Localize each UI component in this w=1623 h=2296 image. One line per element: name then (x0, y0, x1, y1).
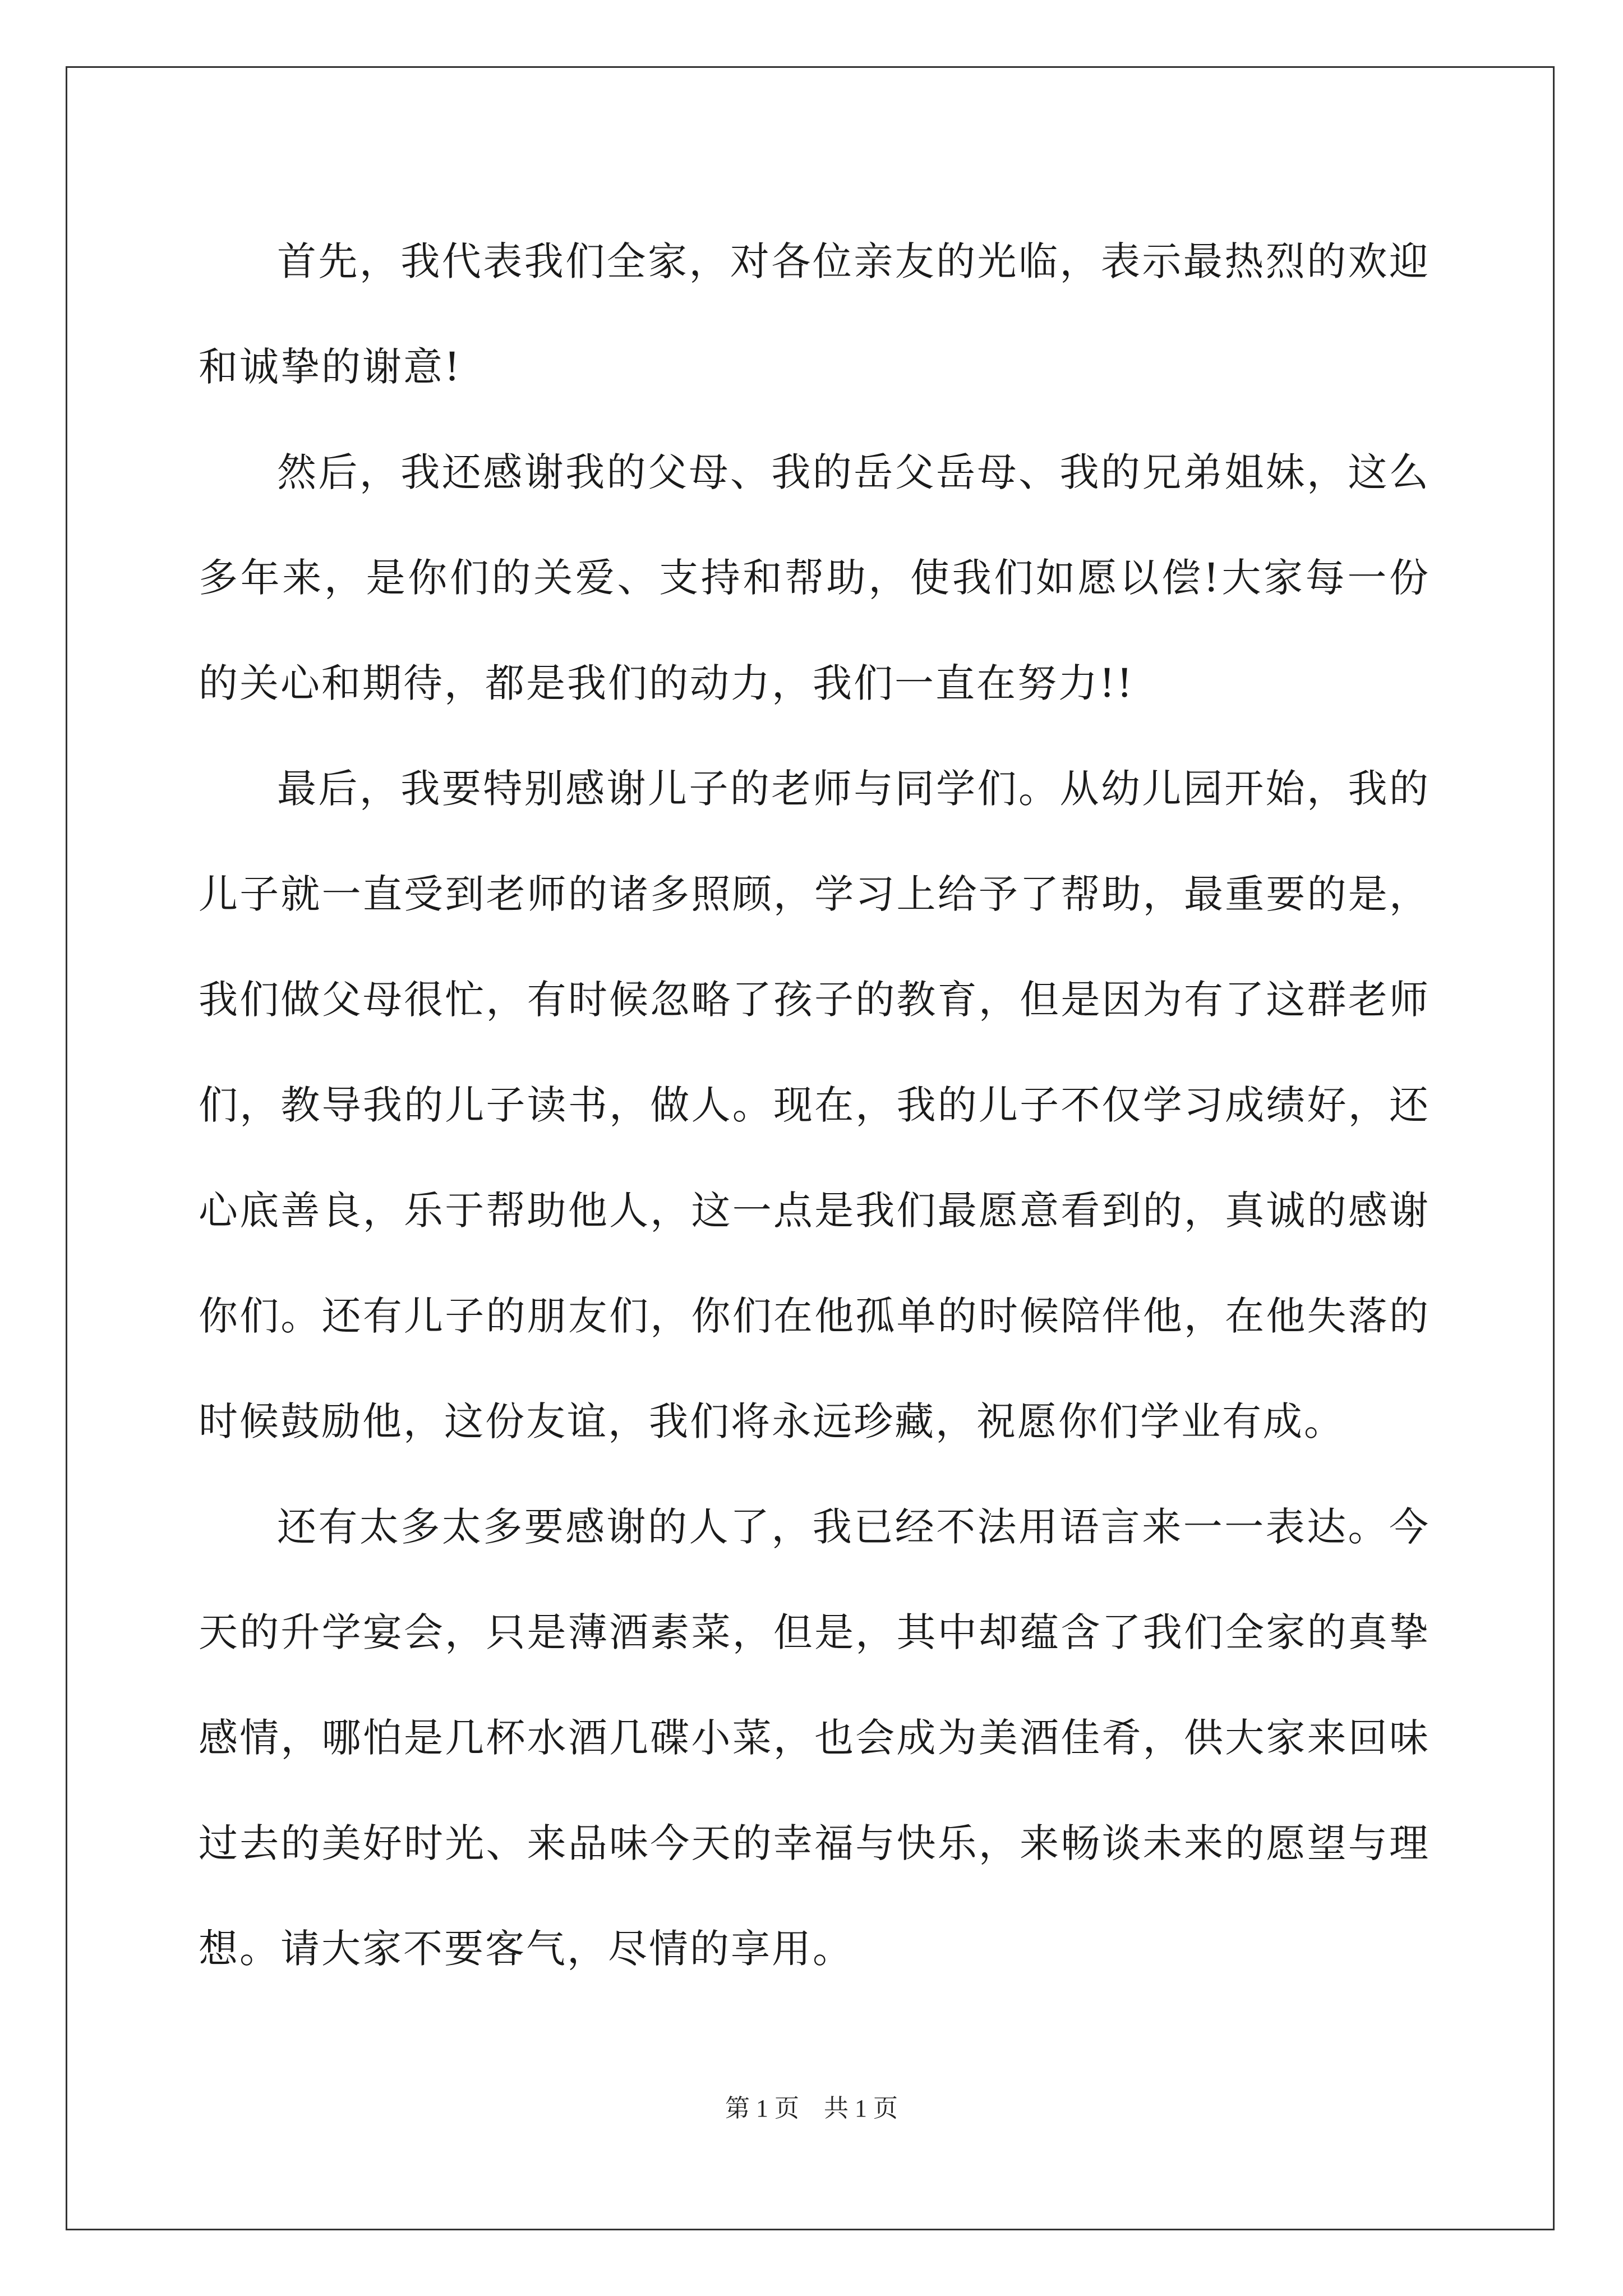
page-total: 共 1 页 (824, 2095, 898, 2122)
paragraph-1: 首先，我代表我们全家，对各位亲友的光临，表示最热烈的欢迎和诚挚的谢意! (199, 238, 1430, 390)
paragraph-3: 最后，我要特别感谢儿子的老师与同学们。从幼儿园开始，我的儿子就一直受到老师的诸多照顾，学习上给予了帮助，最重要的是，我们做父母很忙，有时候忽略了孩子的教育，但是因为有了这群老师们，教导我的儿子读书，做人。现在，我的儿子不仅学习成绩好，还心底善良，乐于帮助他人，这一点是我们最愿意看到的，真诚的感谢你们。还有儿子的朋友们，你们在他孤单的时候陪伴他，在他失落的时候鼓励他，这份友谊，我们将永远珍藏，祝愿你们学业有成。 (199, 766, 1430, 1444)
page-number: 第 1 页 (725, 2095, 799, 2122)
document-body (199, 209, 1430, 2001)
page-footer (0, 2088, 1623, 2124)
paragraph-2: 然后，我还感谢我的父母、我的岳父岳母、我的兄弟姐妹，这么多年来，是你们的关爱、支持和帮助，使我们如愿以偿!大家每一份的关心和期待，都是我们的动力，我们一直在努力!! (199, 449, 1430, 706)
paragraph-4: 还有太多太多要感谢的人了，我已经不法用语言来一一表达。今天的升学宴会，只是薄酒素菜，但是，其中却蕴含了我们全家的真挚感情，哪怕是几杯水酒几碟小菜，也会成为美酒佳肴，供大家来回味过去的美好时光、来品味今天的幸福与快乐，来畅谈未来的愿望与理想。请大家不要客气，尽情的享用。 (199, 1504, 1430, 1972)
